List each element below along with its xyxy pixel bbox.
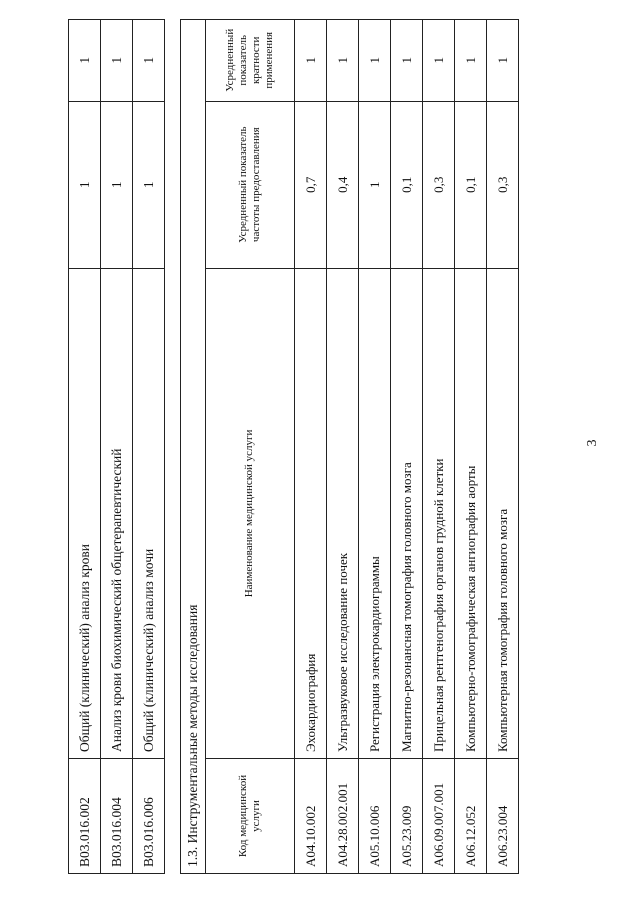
service-code: A06.09.007.001 [423,759,455,874]
section-row [181,20,206,874]
frequency-value: 0,1 [455,101,487,268]
frequency-value: 0,1 [391,101,423,268]
service-name: Компьютерно-томографическая ангиография аорты [455,268,487,758]
frequency-value: 0,4 [327,101,359,268]
service-name: Магнитно-резонансная томография головного мозга [391,268,423,758]
service-name: Общий (клинический) анализ крови [69,268,101,758]
service-code: A06.23.004 [487,759,519,874]
header-multiplicity: Усредненный показатель кратности применения [206,20,295,102]
table-row [295,20,327,874]
service-code: B03.016.002 [69,759,101,874]
section-title: 1.3. Инструментальные методы исследования [181,20,206,874]
header-frequency: Усредненный показатель частоты предоставления [206,101,295,268]
multiplicity-value: 1 [359,20,391,102]
multiplicity-value: 1 [101,20,133,102]
multiplicity-value: 1 [327,20,359,102]
table-row [101,20,133,874]
multiplicity-value: 1 [391,20,423,102]
multiplicity-value: 1 [295,20,327,102]
lab-tests-table [68,19,165,874]
table-row [359,20,391,874]
service-name: Анализ крови биохимический общетерапевтический [101,268,133,758]
instrumental-methods-table [180,19,519,874]
header-code: Код медицинской услуги [206,759,295,874]
service-name: Компьютерная томография головного мозга [487,268,519,758]
service-code: A06.12.052 [455,759,487,874]
multiplicity-value: 1 [133,20,165,102]
service-code: A04.28.002.001 [327,759,359,874]
multiplicity-value: 1 [455,20,487,102]
table-row [327,20,359,874]
service-name: Общий (клинический) анализ мочи [133,268,165,758]
service-code: B03.016.004 [101,759,133,874]
table-row [455,20,487,874]
frequency-value: 1 [359,101,391,268]
multiplicity-value: 1 [69,20,101,102]
service-name: Эхокардиография [295,268,327,758]
service-name: Прицельная рентгенография органов грудной клетки [423,268,455,758]
multiplicity-value: 1 [423,20,455,102]
frequency-value: 0,3 [423,101,455,268]
service-code: A05.10.006 [359,759,391,874]
service-code: A04.10.002 [295,759,327,874]
frequency-value: 1 [101,101,133,268]
frequency-value: 1 [133,101,165,268]
multiplicity-value: 1 [487,20,519,102]
table-row [391,20,423,874]
service-code: A05.23.009 [391,759,423,874]
frequency-value: 0,7 [295,101,327,268]
table-row [487,20,519,874]
table-row [423,20,455,874]
page-number: 3 [585,439,600,447]
table-row [69,20,101,874]
frequency-value: 0,3 [487,101,519,268]
service-name: Регистрация электрокардиограммы [359,268,391,758]
header-row [206,20,295,874]
header-name: Наименование медицинской услуги [206,268,295,758]
service-name: Ультразвуковое исследование почек [327,268,359,758]
service-code: B03.016.006 [133,759,165,874]
frequency-value: 1 [69,101,101,268]
table-row [133,20,165,874]
